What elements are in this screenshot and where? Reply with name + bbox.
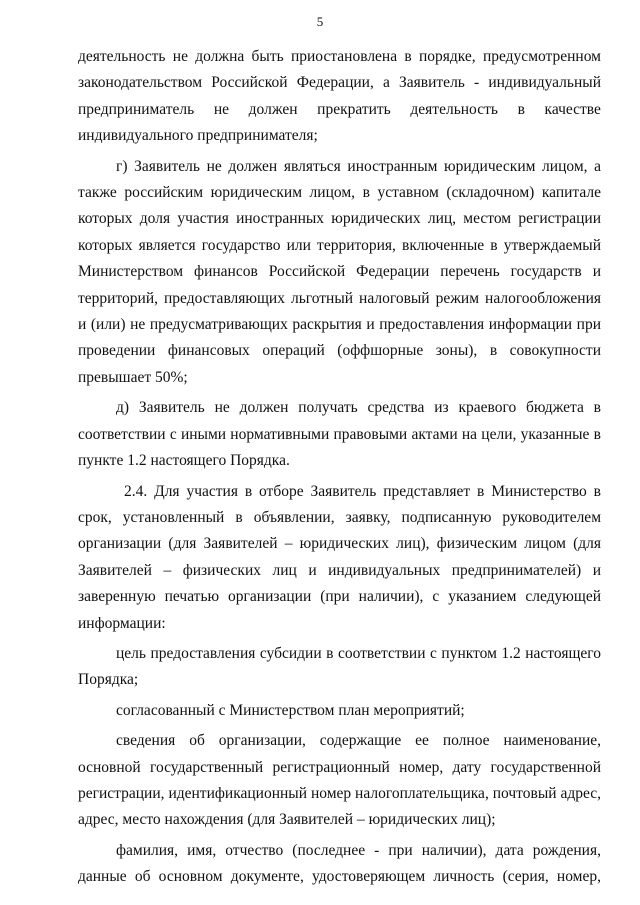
- word: деятельность: [410, 100, 498, 118]
- word: не: [213, 100, 230, 118]
- word: качестве: [544, 100, 601, 118]
- paragraph-org-info: сведения об организации, содержащие ее полное наименование, основной государственный регистрационный номер, дату государственной регистрации, идентификационный номер налогоплательщика, почтовый адрес, адрес, место нахождения (для Заявителей – юридических лиц);: [78, 732, 601, 829]
- document-body: [78, 44, 601, 891]
- paragraph-1-line-3: [78, 97, 601, 123]
- paragraph-1: [78, 44, 601, 150]
- paragraph-plan: согласованный с Министерством план мероприятий;: [116, 701, 465, 719]
- paragraph-2-4: 2.4. Для участия в отборе Заявитель представляет в Министерство в срок, установленный в объявлении, заявку, подписанную руководителем организации (для Заявителей – юридических лиц), физическим лицом (для Заявителей – физических лиц и индивидуальных предпринимателей) и заверенную печатью организации (при наличии), с указанием следующей информации:: [78, 482, 601, 632]
- word: предприниматель: [78, 100, 195, 118]
- word: должен: [248, 100, 298, 118]
- paragraph-1-line-4: индивидуального предпринимателя;: [78, 127, 318, 145]
- paragraph-1-line-2: законодательством Российской Федерации, а Заявитель - индивидуальный: [78, 74, 601, 92]
- paragraph-1-line-1: деятельность не должна быть приостановлена в порядке, предусмотренном: [78, 48, 601, 65]
- word: прекратить: [317, 100, 391, 118]
- word: в: [517, 100, 525, 118]
- page-number: 5: [316, 14, 324, 29]
- paragraph-purpose: цель предоставления субсидии в соответствии с пунктом 1.2 настоящего Порядка;: [78, 644, 601, 689]
- paragraph-d: д) Заявитель не должен получать средства из краевого бюджета в соответствии с иными нормативными правовыми актами на цели, указанные в пункте 1.2 настоящего Порядка.: [78, 399, 601, 470]
- paragraph-g: г) Заявитель не должен являться иностранным юридическим лицом, а также российским юридическим лицом, в уставном (складочном) капитале которых доля участия иностранных юридических лиц, местом регистрации которых является государство или территория, включенные в утверждаемый Министерством финансов Российской Федерации перечень государств и территорий, предоставляющих льготный налоговый режим налогообложения и (или) не предусматривающих раскрытия и предоставления информации при проведении финансовых операций (оффшорные зоны), в совокупности превышает 50%;: [78, 157, 601, 386]
- paragraph-person-info: фамилия, имя, отчество (последнее - при наличии), дата рождения, данные об основном документе, удостоверяющем личность (серия, номер,: [78, 841, 601, 886]
